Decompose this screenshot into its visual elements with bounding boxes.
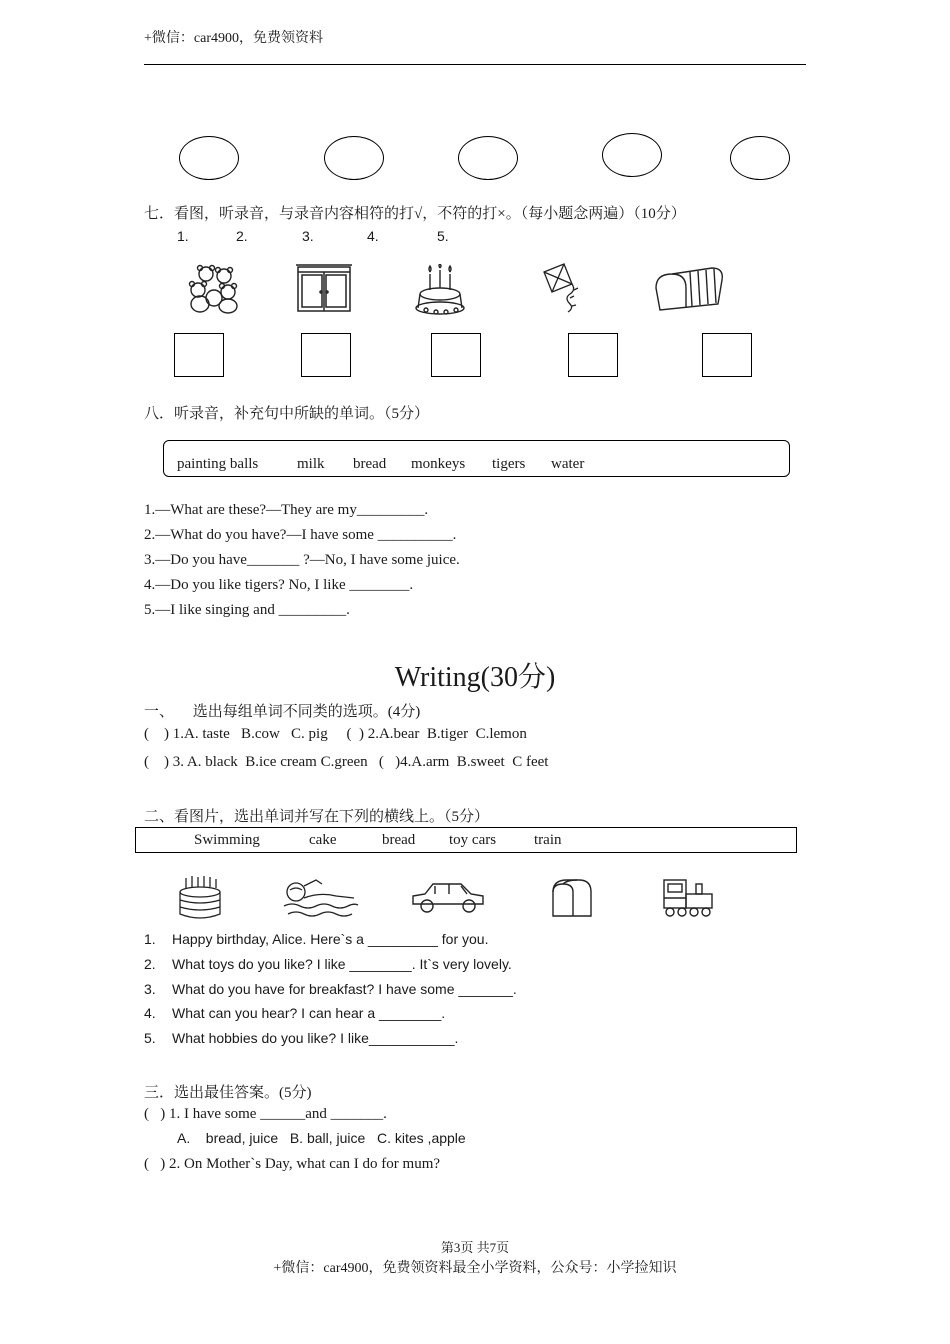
writing-part2-item-3-num: 3. <box>144 981 156 997</box>
footer-page-number: 第3页 共7页 <box>440 1240 510 1255</box>
writing-part2-item-3-text: What do you have for breakfast? I have some _______. <box>172 981 517 997</box>
footer-note: +微信：car4900，免费领资料最全小学资料，公众号：小学捡知识 <box>273 1261 677 1276</box>
answer-box-1 <box>174 333 224 377</box>
section8-sentence-3: 3.—Do you have_______ ?—No, I have some juice. <box>144 552 460 568</box>
header-rule <box>144 64 806 65</box>
section8-sentence-5: 5.—I like singing and _________. <box>144 602 350 618</box>
writing-part2-instruction: 二、看图片，选出单词并写在下列的横线上。（5分） <box>144 809 490 825</box>
section8-word-6: water <box>551 456 585 472</box>
writing-part3-question-1: ( ) 1. I have some ______and _______. <box>144 1106 387 1122</box>
toy-car-picture <box>409 880 487 916</box>
bread-loaf-picture <box>652 266 724 312</box>
writing-part2-item-5-text: What hobbies do you like? I like___________. <box>172 1030 459 1046</box>
answer-box-3 <box>431 333 481 377</box>
writing-part1-line-1: ( ) 1.A. taste B.cow C. pig ( ) 2.A.bear B.tiger C.lemon <box>144 726 527 742</box>
kite-picture <box>536 262 588 316</box>
section8-word-3: bread <box>353 456 387 472</box>
section8-word-2: milk <box>297 456 325 472</box>
section8-sentence-1: 1.—What are these?—They are my_________. <box>144 502 429 518</box>
writing-part2-item-2-text: What toys do you like? I like ________. It`s very lovely. <box>172 956 512 972</box>
writing-part2-item-1-num: 1. <box>144 931 156 947</box>
train-picture <box>660 876 716 920</box>
answer-oval-5 <box>730 136 790 180</box>
writing-part1-line-2: ( ) 3. A. black B.ice cream C.green ( )4.A.arm B.sweet C feet <box>144 754 549 770</box>
swimming-picture <box>280 876 360 920</box>
writing-part3-question-2: ( ) 2. On Mother`s Day, what can I do for mum? <box>144 1156 441 1172</box>
section7-number-5: 5. <box>437 228 449 244</box>
section8-sentence-4: 4.—Do you like tigers? No, I like ________. <box>144 577 414 593</box>
writing-part3-question-1-options: A. bread, juice B. ball, juice C. kites ,apple <box>177 1130 466 1146</box>
section8-sentence-2: 2.—What do you have?—I have some __________. <box>144 527 457 543</box>
answer-oval-4 <box>602 133 662 177</box>
wardrobe-picture <box>295 262 353 314</box>
section7-instruction: 七．看图，听录音，与录音内容相符的打√，不符的打×。（每小题念两遍）（10分） <box>144 206 686 222</box>
teddy-bears-picture <box>182 262 252 314</box>
section8-word-1: painting balls <box>177 456 259 472</box>
writing-part2-item-2-num: 2. <box>144 956 156 972</box>
section8-word-5: tigers <box>492 456 526 472</box>
writing-part2-item-4-num: 4. <box>144 1005 156 1021</box>
section8-instruction: 八．听录音，补充句中所缺的单词。（5分） <box>144 406 430 422</box>
section8-word-4: monkeys <box>411 456 466 472</box>
answer-oval-2 <box>324 136 384 180</box>
answer-oval-3 <box>458 136 518 180</box>
writing-part2-word-4: toy cars <box>449 832 497 848</box>
header-note: +微信：car4900，免费领资料 <box>144 31 323 46</box>
writing-part2-word-5: train <box>534 832 562 848</box>
cake-picture <box>176 874 224 922</box>
section7-number-1: 1. <box>177 228 189 244</box>
writing-part2-item-4-text: What can you hear? I can hear a ________. <box>172 1005 446 1021</box>
writing-part1-instruction: 一、 选出每组单词不同类的选项。(4分) <box>144 704 421 720</box>
writing-part2-word-1: Swimming <box>194 832 260 848</box>
writing-part2-item-1-text: Happy birthday, Alice. Here`s a _________ for you. <box>172 931 489 947</box>
answer-box-2 <box>301 333 351 377</box>
section7-number-4: 4. <box>367 228 379 244</box>
writing-part2-word-3: bread <box>382 832 416 848</box>
birthday-cake-picture <box>412 264 468 316</box>
section7-number-2: 2. <box>236 228 248 244</box>
answer-oval-1 <box>179 136 239 180</box>
writing-part2-word-2: cake <box>309 832 337 848</box>
writing-title: Writing(30分) <box>394 662 556 693</box>
bread-picture <box>547 876 595 920</box>
answer-box-4 <box>568 333 618 377</box>
answer-box-5 <box>702 333 752 377</box>
writing-part2-item-5-num: 5. <box>144 1030 156 1046</box>
section7-number-3: 3. <box>302 228 314 244</box>
writing-part3-instruction: 三．选出最佳答案。(5分) <box>144 1085 312 1101</box>
